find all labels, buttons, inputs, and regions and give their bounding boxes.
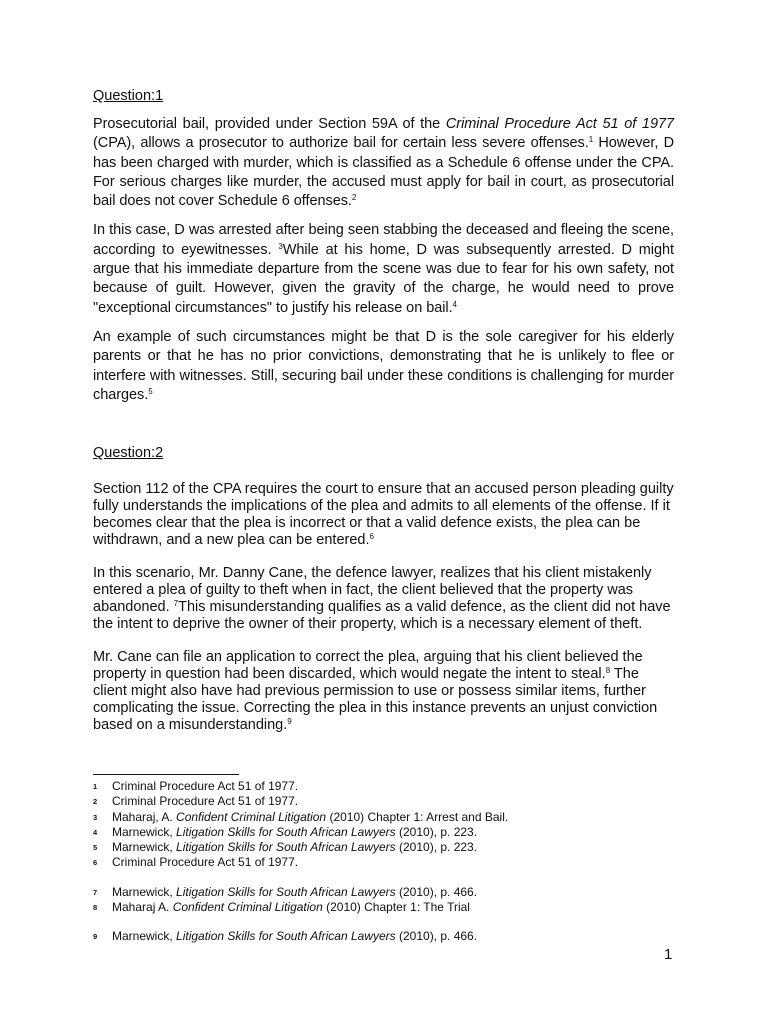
question1-heading: Question:1 [93,88,164,104]
footnote-item: 6 Criminal Procedure Act 51 of 1977. [93,855,299,870]
footnote-ref[interactable]: 2 [351,193,357,203]
footnote-ref[interactable]: 5 [148,386,153,396]
footnote-ref[interactable]: 8 [605,666,611,676]
document-body [93,88,674,750]
q2-paragraph-1: Section 112 of the CPA requires the court to ensure that an accused person pleading guilty fully understands the implications of the plea and admits to all elements of the offense. If it becomes clear that the plea is incorrect or that a valid defence exists, the plea can be withdrawn, and a new plea can be entered.$^6$ [93,481,674,549]
question2-heading: Question:2 [93,445,164,462]
q2-paragraph-2: In this scenario, Mr. Danny Cane, the defence lawyer, realizes that his client mistakenly entered a plea of guilty to theft when in fact, the client believed that the property was abandoned. $^7$This misunderstanding qualifies as a valid defence, as the client did not have the intent to deprive the owner of their property, which is a necessary element of theft. [93,565,671,633]
footnote-ref[interactable]: 9 [287,717,292,727]
q1-paragraph-3: An example of such circumstances might be that D is the sole caregiver for his elderly parents or that he has no prior convictions, demonstrating that he is unlikely to flee or interfere with witnesses. Still, securing bail under these conditions is challenging for murder charges.$^5$ [93,328,674,403]
footnote-item: 3 Maharaj, A. Confident Criminal Litigation (2010) Chapter 1: Arrest and Bail. [93,809,509,824]
footnotes [93,779,693,945]
footnote-item: 2 Criminal Procedure Act 51 of 1977. [93,794,299,809]
footnote-item: 4 Marnewick, Litigation Skills for South African Lawyers (2010), p. 223. [93,824,478,839]
footnote-ref[interactable]: 7 [173,599,179,609]
page-number: 1 [664,946,673,963]
footnote-ref[interactable]: 4 [452,299,457,309]
footnote-ref[interactable]: 3 [278,241,283,251]
q1-paragraph-1: Prosecutorial bail, provided under Section 59A of the Criminal Procedure Act 51 of 1977 (CPA), allows a prosecutor to authorize bail for certain less severe offenses.$^1$ However, D has been charged with murder, which is classified as a Schedule 6 offense under the CPA. For serious charges like murder, the accused must apply for bail in court, as prosecutorial bail does not cover Schedule 6 offenses.$^2$ [93,116,674,210]
footnote-item: 5 Marnewick, Litigation Skills for South African Lawyers (2010), p. 223. [93,840,478,855]
footnote-separator [93,774,239,775]
footnote-item: 8 Maharaj A. Confident Criminal Litigation (2010) Chapter 1: The Trial [93,900,470,915]
footnote-item: 1 Criminal Procedure Act 51 of 1977. [93,779,299,793]
footnote-item: 7 Marnewick, Litigation Skills for South African Lawyers (2010), p. 466. [93,884,478,899]
q1-paragraph-2: In this case, D was arrested after being seen stabbing the deceased and fleeing the scene, according to eyewitnesses. $^3$While at his home, D was subsequently arrested. D might argue that his immediate departure from the scene was due to fear for his own safety, not because of guilt. However, given the gravity of the charge, he would need to prove "exceptional circumstances" to justify his release on bail.$^4$ [93,222,674,316]
q2-paragraph-3: Mr. Cane can file an application to correct the plea, arguing that his client believed the property in question had been discarded, which would negate the intent to steal.$^8$ The client might also have had previous permission to use or possess similar items, further complicating the issue. Correcting the plea in this instance prevents an unjust conviction based on a misunderstanding.$^9$ [93,649,658,734]
footnote-ref[interactable]: 1 [588,135,594,145]
footnote-item: 9 Marnewick, Litigation Skills for South African Lawyers (2010), p. 466. [93,929,478,944]
footnote-ref[interactable]: 6 [369,532,374,542]
